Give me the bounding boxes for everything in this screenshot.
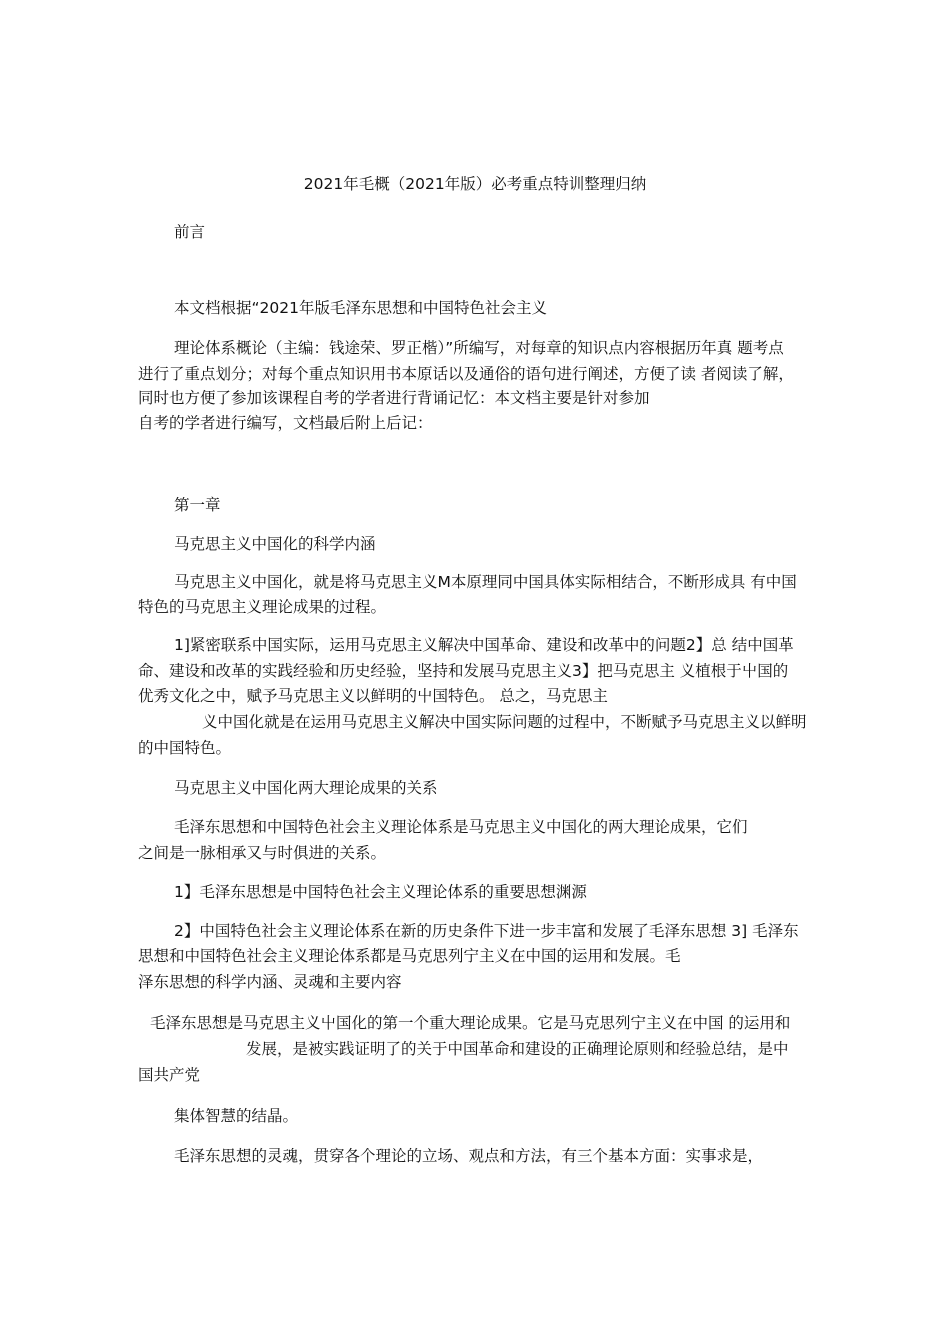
chapter-heading: 第一章 <box>174 496 221 514</box>
paragraph-line: 命、建设和改革的实践经验和历史经验，坚持和发展马克思主义3】把马克思主 义植根于屮国的 <box>138 662 789 680</box>
paragraph-line: 马克思主义中国化，就是将马克思主义M本原理同中国具体实际相结合，不断形成具 有中国 <box>174 573 797 591</box>
preface-line: 本文档根据“2021年版毛泽东思想和中国特色社会主义 <box>174 299 547 317</box>
preface-line: 同时也方便了参加该课程自考的学者进行背诵记忆：本文档主要是针对参加 <box>138 389 650 407</box>
preface-heading: 前言 <box>174 223 206 241</box>
paragraph-line: 优秀文化之中，赋予马克思主义以鲜明的屮国特色。 总之，马克思主 <box>138 687 608 705</box>
section-heading: 马克思主义中国化两大理论成果的关系 <box>174 779 438 797</box>
paragraph-line: 毛泽东思想的灵魂，贯穿各个理论的立场、观点和方法，有三个基本方面：实事求是， <box>174 1147 764 1165</box>
paragraph-line: 毛泽东思想和中国特色社会主义理论体系是马克思主义中国化的两大理论成果，它们 <box>174 818 748 836</box>
preface-line: 理论体系概论（主编：钱途荣、罗正楷）”所编写，对每章的知识点内容根据历年真 题考点 <box>174 339 784 357</box>
paragraph-line: 国共产党 <box>138 1066 201 1084</box>
document-title: 2021年毛概（2021年版）必考重点特训整理归纳 <box>303 175 647 193</box>
paragraph-line: 2】中国特色社会主义理论体系在新的历史条件下进一步丰富和发展了毛泽东思想 3] 毛泽东 <box>174 922 799 940</box>
paragraph-line: 泽东思想的科学内涵、灵魂和主要内容 <box>138 973 402 991</box>
paragraph-line: 1]紧密联系中国实际，运用马克思主义解决中国革命、建设和改革中的问题2】总 结中国革 <box>174 636 794 654</box>
paragraph-line: 之间是一脉相承又与时俱进的关系。 <box>138 844 387 862</box>
paragraph-line: 的中国特色。 <box>138 739 232 757</box>
section-heading: 马克思主义中国化的科学内涵 <box>174 535 376 553</box>
paragraph-line: 义中国化就是在运用马克思主义解决中国实际问题的过程中，不断赋予马克思主义以鲜明 <box>202 713 807 731</box>
paragraph-line: 发展，是被实践证明了的关于中国革命和建设的正确理论原则和经验总结，是中 <box>246 1040 789 1058</box>
paragraph-line: 特色的马克思主义理论成果的过程。 <box>138 598 387 616</box>
preface-line: 自考的学者进行编写，文档最后附上后记： <box>138 414 433 432</box>
paragraph-line: 集体智慧的结晶。 <box>174 1107 299 1125</box>
paragraph-line: 1】毛泽东思想是中国特色社会主义理论体系的重要思想渊源 <box>174 883 587 901</box>
preface-line: 进行了重点划分；对每个重点知识用书本原话以及通俗的语句进行阐述，方便了读 者阅读了解， <box>138 365 794 383</box>
paragraph-line: 思想和中国特色社会主义理论体系都是马克思列宁主义在中国的运用和发展。毛 <box>138 947 681 965</box>
paragraph-line: 毛泽东思想是马克思主义屮国化的第一个重大理论成果。它是马克思列宁主义在中国 的运用和 <box>150 1014 791 1032</box>
